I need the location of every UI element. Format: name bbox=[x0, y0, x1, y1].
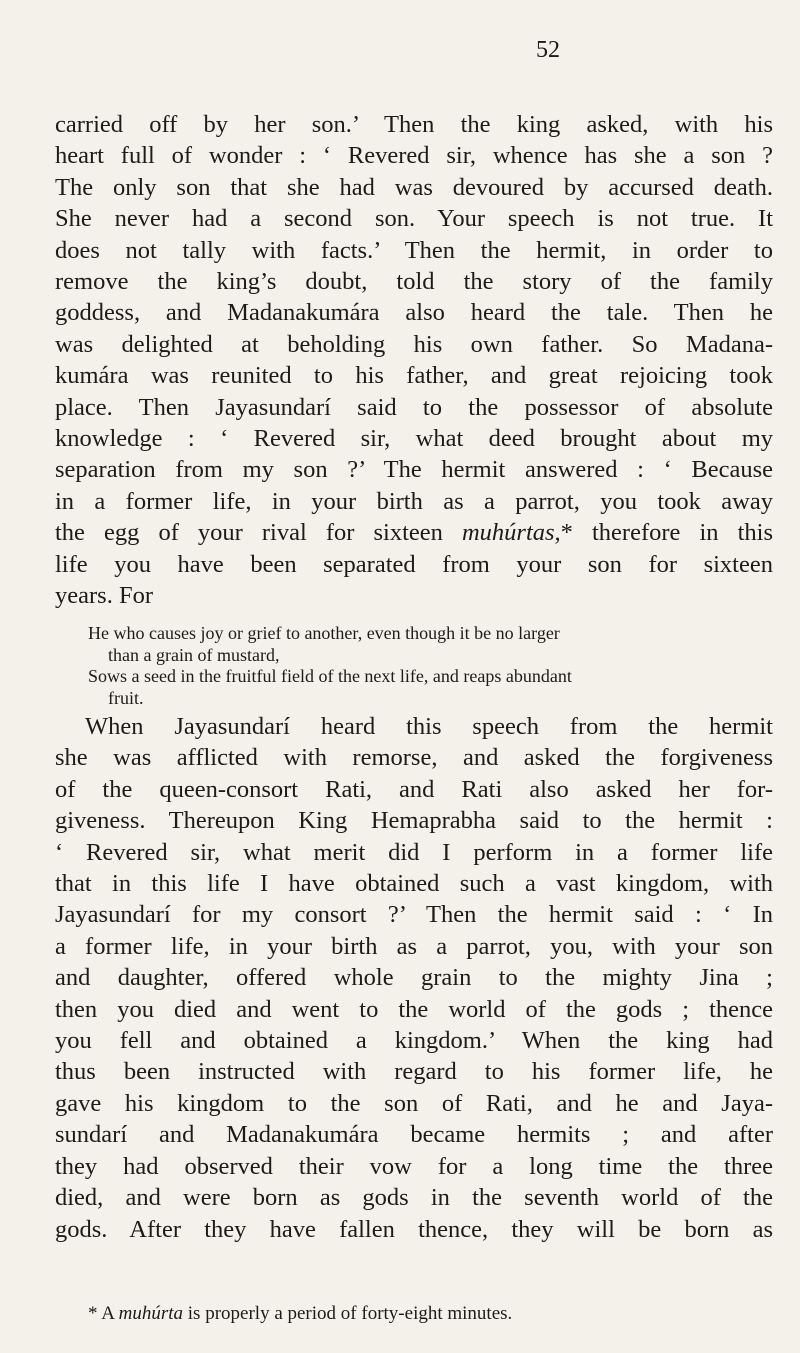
text-segment: therefore in this bbox=[572, 519, 773, 547]
text-line: that in this life I have obtained such a vast kingdom, with bbox=[55, 870, 773, 898]
text-line: Jayasundarí for my consort ?’ Then the hermit said : ‘ In bbox=[55, 901, 773, 929]
text-line: place. Then Jayasundarí said to the possessor of absolute bbox=[55, 393, 773, 421]
verse-line: Sows a seed in the fruitful field of the next life, and reaps abundant bbox=[88, 666, 572, 686]
text-line: in a former life, in your birth as a parrot, you took away bbox=[55, 487, 773, 515]
text-line: When Jayasundarí heard this speech from the hermit bbox=[85, 713, 773, 740]
footnote-marker: * A bbox=[88, 1303, 119, 1324]
text-line-with-footnote bbox=[55, 517, 773, 548]
text-line: they had observed their vow for a long time the three bbox=[55, 1152, 773, 1180]
text-line: years. For bbox=[55, 582, 153, 610]
text-line: separation from my son ?’ The hermit answered : ‘ Because bbox=[55, 456, 773, 484]
text-line: goddess, and Madanakumára also heard the tale. Then he bbox=[55, 299, 773, 327]
footnote-marker: * bbox=[560, 519, 573, 547]
text-line: She never had a second son. Your speech is not true. It bbox=[55, 205, 773, 233]
text-line: kumára was reunited to his father, and great rejoicing took bbox=[55, 362, 773, 390]
footnote bbox=[88, 1303, 512, 1325]
italic-term: muhúrta bbox=[118, 1303, 184, 1324]
italic-term: muhúrtas, bbox=[461, 519, 561, 547]
text-line: life you have been separated from your son for sixteen bbox=[55, 550, 773, 578]
text-line: you fell and obtained a kingdom.’ When the king had bbox=[55, 1027, 773, 1055]
text-line: sundarí and Madanakumára became hermits ; and after bbox=[55, 1121, 773, 1149]
text-line: thus been instructed with regard to his former life, he bbox=[55, 1058, 773, 1086]
verse-quote bbox=[88, 623, 772, 709]
text-line: ‘ Revered sir, what merit did I perform in a former life bbox=[55, 838, 773, 866]
text-line: was delighted at beholding his own father. So Madana- bbox=[55, 330, 773, 358]
text-line: she was afflicted with remorse, and asked the forgiveness bbox=[55, 744, 773, 772]
text-line: does not tally with facts.’ Then the hermit, in order to bbox=[55, 236, 773, 264]
text-line: knowledge : ‘ Revered sir, what deed brought about my bbox=[55, 425, 773, 453]
footnote-text: is properly a period of forty-eight minutes. bbox=[183, 1303, 513, 1324]
page-number: 52 bbox=[536, 37, 560, 63]
text-line: and daughter, offered whole grain to the mighty Jina ; bbox=[55, 964, 773, 992]
text-line: then you died and went to the world of the gods ; thence bbox=[55, 995, 773, 1023]
paragraph-1 bbox=[55, 109, 773, 612]
text-line: giveness. Thereupon King Hemaprabha said to the hermit : bbox=[55, 807, 773, 835]
text-line: gave his kingdom to the son of Rati, and he and Jaya- bbox=[55, 1089, 773, 1117]
text-line: died, and were born as gods in the seventh world of the bbox=[55, 1184, 773, 1212]
verse-line: He who causes joy or grief to another, even though it be no larger bbox=[88, 623, 560, 643]
verse-line: than a grain of mustard, bbox=[108, 644, 280, 665]
text-line: heart full of wonder : ‘ Revered sir, whence has she a son ? bbox=[55, 142, 773, 170]
text-line: gods. After they have fallen thence, they will be born as bbox=[55, 1215, 773, 1243]
verse-line: fruit. bbox=[108, 687, 144, 708]
text-line: a former life, in your birth as a parrot, you, with your son bbox=[55, 932, 773, 960]
text-line: carried off by her son.’ Then the king asked, with his bbox=[55, 111, 773, 138]
text-line: The only son that she had was devoured by accursed death. bbox=[55, 173, 773, 201]
text-line: of the queen-consort Rati, and Rati also asked her for- bbox=[55, 775, 773, 803]
text-line: remove the king’s doubt, told the story of the family bbox=[55, 268, 773, 296]
text-segment: the egg of your rival for sixteen bbox=[55, 519, 462, 547]
paragraph-2 bbox=[55, 711, 773, 1245]
